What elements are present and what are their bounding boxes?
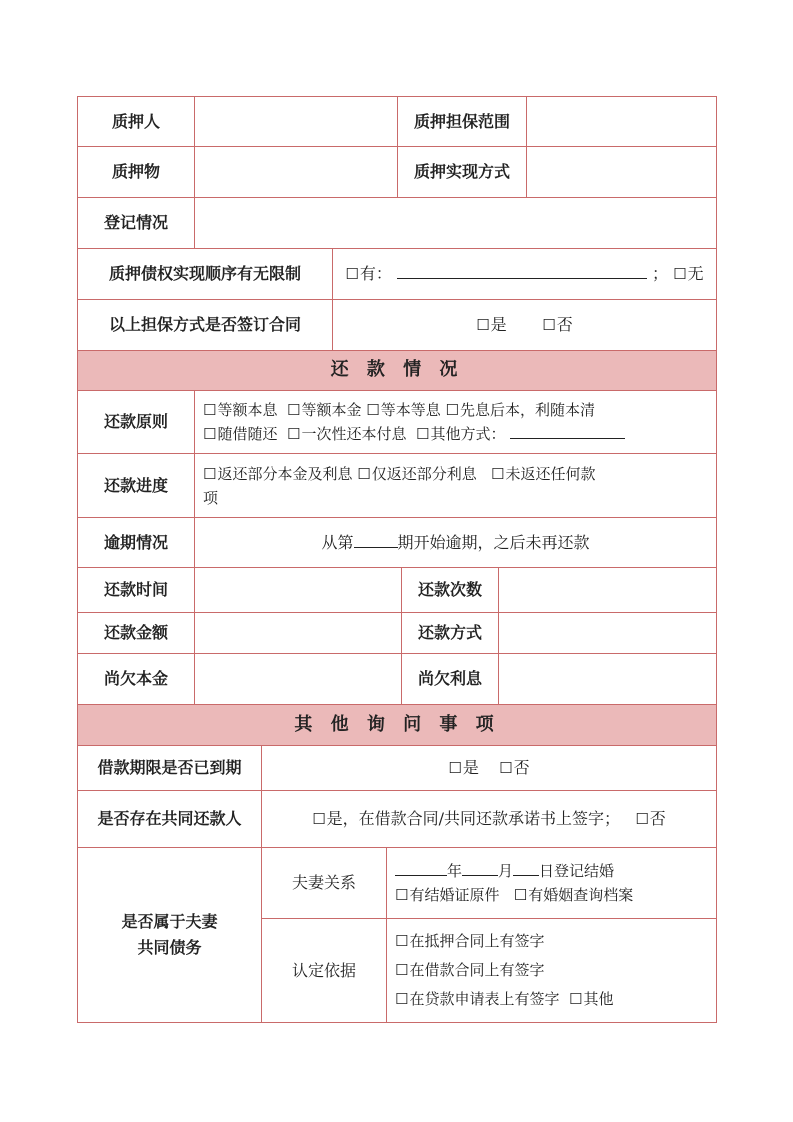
co-no-checkbox[interactable] bbox=[635, 810, 648, 828]
time-field[interactable] bbox=[194, 567, 402, 613]
principal-owed-field[interactable] bbox=[194, 653, 402, 705]
basis-field: ☐ 在抵押合同上有签字 ☐ 在借款合同上有签字 ☐ 在贷款申请表上有签字 ☐ 其他 bbox=[386, 918, 717, 1023]
co-borrower-field: ☐ 是，在借款合同/共同还款承诺书上签字； ☐ 否 bbox=[261, 790, 717, 848]
principle-opt-4-checkbox[interactable] bbox=[446, 401, 459, 419]
scope-label: 质押担保范围 bbox=[397, 96, 527, 147]
amount-field[interactable] bbox=[194, 612, 402, 654]
basis-mortgage-checkbox[interactable] bbox=[395, 932, 408, 950]
repayment-section-header: 还 款 情 况 bbox=[77, 350, 717, 391]
order-blank[interactable] bbox=[397, 264, 647, 279]
collateral-field[interactable] bbox=[194, 146, 398, 198]
principle-opt-2-checkbox[interactable] bbox=[287, 401, 300, 419]
marriage-cert-checkbox[interactable] bbox=[395, 886, 408, 904]
collateral-label: 质押物 bbox=[77, 146, 195, 198]
basis-loan-contract-checkbox[interactable] bbox=[395, 961, 408, 979]
principle-opt-7-checkbox[interactable] bbox=[416, 425, 429, 443]
principle-other-blank[interactable] bbox=[510, 424, 625, 439]
principle-opt-3-checkbox[interactable] bbox=[366, 401, 379, 419]
overdue-field: 从第 期开始逾期，之后未再还款 bbox=[194, 517, 717, 568]
count-label: 还款次数 bbox=[401, 567, 499, 613]
realization-field[interactable] bbox=[526, 146, 717, 198]
pledgor-label: 质押人 bbox=[77, 96, 195, 147]
overdue-period-blank[interactable] bbox=[354, 533, 398, 548]
principle-opt-5-checkbox[interactable] bbox=[203, 425, 216, 443]
marriage-day-blank[interactable] bbox=[513, 861, 539, 876]
basis-other-checkbox[interactable] bbox=[569, 990, 582, 1008]
interest-owed-label: 尚欠利息 bbox=[401, 653, 499, 705]
realization-label: 质押实现方式 bbox=[397, 146, 527, 198]
basis-application-checkbox[interactable] bbox=[395, 990, 408, 1008]
signed-field: ☐ 是 ☐ 否 bbox=[332, 299, 717, 351]
signed-yes-checkbox[interactable] bbox=[476, 316, 489, 334]
relation-field: 年 月 日登记结婚 ☐ 有结婚证原件 ☐ 有婚姻查询档案 bbox=[386, 847, 717, 919]
marital-debt-label: 是否属于夫妻 共同债务 bbox=[77, 847, 262, 1023]
order-label: 质押债权实现顺序有无限制 bbox=[77, 248, 333, 300]
other-section-header: 其 他 询 问 事 项 bbox=[77, 704, 717, 746]
due-yes-checkbox[interactable] bbox=[448, 759, 461, 777]
time-label: 还款时间 bbox=[77, 567, 195, 613]
principle-label: 还款原则 bbox=[77, 390, 195, 454]
progress-opt-3-checkbox[interactable] bbox=[491, 465, 504, 483]
count-field[interactable] bbox=[498, 567, 717, 613]
order-field: ☐ 有： ； ☐ 无 bbox=[332, 248, 717, 300]
order-yes-checkbox[interactable] bbox=[345, 265, 358, 283]
signed-no-checkbox[interactable] bbox=[542, 316, 555, 334]
method-label: 还款方式 bbox=[401, 612, 499, 654]
scope-field[interactable] bbox=[526, 96, 717, 147]
co-yes-checkbox[interactable] bbox=[312, 810, 325, 828]
principal-owed-label: 尚欠本金 bbox=[77, 653, 195, 705]
overdue-label: 逾期情况 bbox=[77, 517, 195, 568]
principle-options: ☐ 等额本息 ☐ 等额本金 ☐ 等本等息 ☐ 先息后本，利随本清 ☐ 随借随还 ☐ 一次性还本付息 ☐ 其他方式： bbox=[194, 390, 717, 454]
marriage-month-blank[interactable] bbox=[462, 861, 498, 876]
principle-opt-1-checkbox[interactable] bbox=[203, 401, 216, 419]
signed-label: 以上担保方式是否签订合同 bbox=[77, 299, 333, 351]
progress-label: 还款进度 bbox=[77, 453, 195, 518]
interest-owed-field[interactable] bbox=[498, 653, 717, 705]
pledgor-field[interactable] bbox=[194, 96, 398, 147]
marriage-archive-checkbox[interactable] bbox=[514, 886, 527, 904]
due-field: ☐ 是 ☐ 否 bbox=[261, 745, 717, 791]
marriage-year-blank[interactable] bbox=[395, 861, 447, 876]
principle-opt-6-checkbox[interactable] bbox=[287, 425, 300, 443]
basis-label: 认定依据 bbox=[261, 918, 387, 1023]
progress-options: ☐ 返还部分本金及利息 ☐ 仅返还部分利息 ☐ 未返还任何款 项 bbox=[194, 453, 717, 518]
progress-opt-2-checkbox[interactable] bbox=[357, 465, 370, 483]
due-label: 借款期限是否已到期 bbox=[77, 745, 262, 791]
method-field[interactable] bbox=[498, 612, 717, 654]
loan-info-form bbox=[77, 96, 717, 1023]
registration-label: 登记情况 bbox=[77, 197, 195, 249]
relation-label: 夫妻关系 bbox=[261, 847, 387, 919]
due-no-checkbox[interactable] bbox=[499, 759, 512, 777]
registration-field[interactable] bbox=[194, 197, 717, 249]
progress-opt-1-checkbox[interactable] bbox=[203, 465, 216, 483]
amount-label: 还款金额 bbox=[77, 612, 195, 654]
co-borrower-label: 是否存在共同还款人 bbox=[77, 790, 262, 848]
order-no-checkbox[interactable] bbox=[673, 265, 686, 283]
